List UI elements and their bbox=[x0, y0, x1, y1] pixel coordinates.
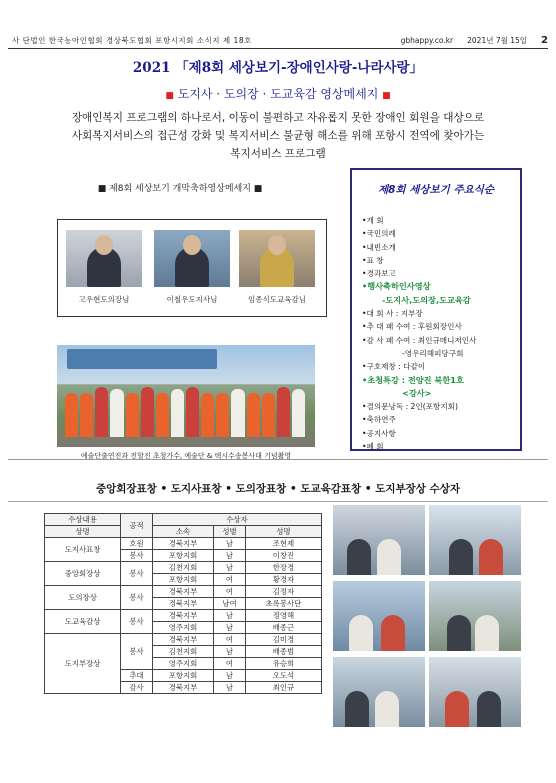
schedule-item: <강사> bbox=[402, 387, 432, 398]
merit-cell: 감사 bbox=[121, 682, 153, 694]
org-cell: 김천지회 bbox=[152, 562, 213, 574]
award-name-cell: 도지부장상 bbox=[45, 634, 121, 694]
name-cell: 배종근 bbox=[245, 622, 321, 634]
gender-cell: 여 bbox=[214, 658, 246, 670]
square-bullet-icon: ■ bbox=[382, 91, 391, 101]
org-cell: 포항지회 bbox=[152, 550, 213, 562]
section-divider bbox=[8, 459, 548, 460]
schedule-item: •개 회 bbox=[362, 216, 384, 225]
table-header: 소속 bbox=[152, 526, 213, 538]
gender-cell: 여 bbox=[214, 586, 246, 598]
award-name-cell: 도교육감상 bbox=[45, 610, 121, 634]
page-header bbox=[8, 33, 548, 47]
name-cell: 황경자 bbox=[245, 574, 321, 586]
gender-cell: 남 bbox=[214, 682, 246, 694]
award-photo bbox=[429, 581, 521, 651]
org-cell: 포항지회 bbox=[152, 574, 213, 586]
gender-cell: 여 bbox=[214, 634, 246, 646]
name-cell: 최인규 bbox=[245, 682, 321, 694]
article-subtitle bbox=[0, 85, 556, 102]
awards-title: 중앙회장표창 • 도지사표창 • 도의장표창 • 도교육감표창 • 도지부장상 수상자 bbox=[95, 483, 461, 495]
schedule-item: •축하연주 bbox=[362, 415, 396, 425]
award-photo bbox=[333, 657, 425, 727]
award-photo bbox=[333, 581, 425, 651]
awards-table bbox=[44, 513, 322, 694]
name-cell: 한장경 bbox=[245, 562, 321, 574]
gender-cell: 남여 bbox=[214, 598, 246, 610]
table-row bbox=[45, 586, 322, 598]
name-cell: 정영해 bbox=[245, 610, 321, 622]
video-message-photos bbox=[57, 219, 327, 317]
award-photo-grid bbox=[333, 505, 521, 727]
intro-line: 사회복지서비스의 접근성 강화 및 복지서비스 불균형 해소를 위해 포항시 전역에 찾아가는 bbox=[71, 130, 485, 142]
award-name-cell: 중앙회장상 bbox=[45, 562, 121, 586]
intro-line: 장애인복지 프로그램의 하나로서, 이동이 불편하고 자유롭지 못한 장애인 회원을 대상으로 bbox=[71, 112, 485, 124]
table-header: 상명 bbox=[45, 526, 121, 538]
name-cell: 유승희 bbox=[245, 658, 321, 670]
schedule-item: -도지사,도의장,도교육감 bbox=[382, 294, 471, 305]
intro-line: 복지서비스 프로그램 bbox=[230, 148, 326, 160]
award-name-cell: 도지사표창 bbox=[45, 538, 121, 562]
table-row bbox=[45, 562, 322, 574]
photo-caption: 이철우도지사님 bbox=[166, 295, 218, 304]
gender-cell: 남 bbox=[214, 562, 246, 574]
group-photo bbox=[57, 345, 315, 460]
chairman-photo bbox=[66, 230, 142, 287]
org-cell: 포항지회 bbox=[152, 670, 213, 682]
group-photo-caption: 예술단출연진과 전할진 초청가수, 예술단 & 택시수송봉사대 기념촬영 bbox=[80, 452, 292, 460]
merit-cell: 봉사 bbox=[121, 586, 153, 610]
table-header: 성별 bbox=[214, 526, 246, 538]
schedule-item: •경과보고 bbox=[362, 269, 396, 279]
merit-cell: 추대 bbox=[121, 670, 153, 682]
schedule-item: •감 사 패 수여 : 최인규매니저인사 bbox=[362, 335, 477, 345]
name-cell: 김미경 bbox=[245, 634, 321, 646]
header-right bbox=[401, 35, 548, 46]
table-row bbox=[45, 538, 322, 550]
schedule-item: •대 회 사 : 지부장 bbox=[362, 309, 423, 319]
merit-cell: 봉사 bbox=[121, 610, 153, 634]
award-photo bbox=[333, 505, 425, 575]
schedule-item: •폐 회 bbox=[362, 442, 384, 452]
gender-cell: 남 bbox=[214, 610, 246, 622]
schedule-item: •추 대 패 수여 : 후원회장인사 bbox=[362, 322, 462, 332]
org-cell: 경북지부 bbox=[152, 634, 213, 646]
schedule-item: •국민의례 bbox=[362, 229, 396, 239]
org-cell: 경북지부 bbox=[152, 610, 213, 622]
merit-cell: 봉사 bbox=[121, 634, 153, 670]
name-cell: 배종범 bbox=[245, 646, 321, 658]
gender-cell: 남 bbox=[214, 622, 246, 634]
video-section-title: ■ 제8회 세상보기 개막축하영상메세지 ■ bbox=[97, 184, 263, 194]
gender-cell: 남 bbox=[214, 550, 246, 562]
table-header: 성명 bbox=[245, 526, 321, 538]
org-cell: 김천지회 bbox=[152, 646, 213, 658]
name-cell: 초록봉사단 bbox=[245, 598, 321, 610]
schedule-item: •내빈소개 bbox=[362, 242, 396, 252]
site-url[interactable]: gbhappy.co.kr bbox=[400, 35, 454, 45]
schedule-list bbox=[362, 214, 520, 453]
gender-cell: 남 bbox=[214, 646, 246, 658]
publication-info: 사 단법인 한국농아인협회 경상북도협회 포항시지회 소식지 제 18호 bbox=[12, 35, 252, 45]
table-header: 수상자 bbox=[152, 514, 321, 526]
schedule-item: -영우리해피당구회 bbox=[402, 348, 464, 358]
square-bullet-icon: ■ bbox=[165, 91, 174, 101]
gender-cell: 여 bbox=[214, 574, 246, 586]
award-photo bbox=[429, 657, 521, 727]
org-cell: 영주지회 bbox=[152, 658, 213, 670]
section-divider bbox=[8, 501, 548, 502]
header-divider bbox=[8, 48, 548, 49]
merit-cell: 봉사 bbox=[121, 562, 153, 586]
gender-cell: 남 bbox=[214, 670, 246, 682]
org-cell: 영주지회 bbox=[152, 622, 213, 634]
merit-cell: 봉사 bbox=[121, 550, 153, 562]
subtitle-text: 도지사 · 도의장 · 도교육감 영상메세지 bbox=[177, 87, 379, 101]
tent-banner bbox=[67, 349, 217, 369]
schedule-item: •공지사항 bbox=[362, 428, 396, 438]
crowd bbox=[65, 379, 305, 437]
org-cell: 경북지부 bbox=[152, 682, 213, 694]
schedule-title: 제8회 세상보기 주요식순 bbox=[377, 184, 495, 196]
superintendent-photo bbox=[239, 230, 315, 287]
org-cell: 경북지부 bbox=[152, 598, 213, 610]
article-title: 2021 「제8회 세상보기-장애인사랑-나라사랑」 bbox=[132, 60, 424, 76]
schedule-item: •결의문낭독 : 2인(포항지회) bbox=[362, 402, 458, 412]
table-row bbox=[45, 610, 322, 622]
name-cell: 김정자 bbox=[245, 586, 321, 598]
schedule-box bbox=[350, 168, 522, 451]
org-cell: 경북지부 bbox=[152, 538, 213, 550]
issue-date: 2021년 7월 15일 bbox=[467, 35, 528, 45]
schedule-item: •행사축하인사영상 bbox=[362, 281, 431, 292]
gender-cell: 남 bbox=[214, 538, 246, 550]
table-header: 공적 bbox=[121, 514, 153, 538]
award-photo bbox=[429, 505, 521, 575]
schedule-item: •구호제창 : 다같이 bbox=[362, 362, 426, 372]
table-row bbox=[45, 634, 322, 646]
governor-photo bbox=[154, 230, 230, 287]
org-cell: 경북지부 bbox=[152, 586, 213, 598]
schedule-item: •초청특강 : 전양진 북한1호 bbox=[362, 374, 464, 385]
name-cell: 오도석 bbox=[245, 670, 321, 682]
schedule-item: •표 창 bbox=[362, 255, 384, 265]
photo-caption: 임종식도교육감님 bbox=[248, 295, 306, 304]
photo-caption: 고우현도의장님 bbox=[78, 295, 130, 304]
name-cell: 조현제 bbox=[245, 538, 321, 550]
page-number: 2 bbox=[541, 34, 548, 46]
name-cell: 이창진 bbox=[245, 550, 321, 562]
intro-paragraph bbox=[20, 109, 536, 163]
award-name-cell: 도의장상 bbox=[45, 586, 121, 610]
table-header: 수상내용 bbox=[45, 514, 121, 526]
merit-cell: 호원 bbox=[121, 538, 153, 550]
